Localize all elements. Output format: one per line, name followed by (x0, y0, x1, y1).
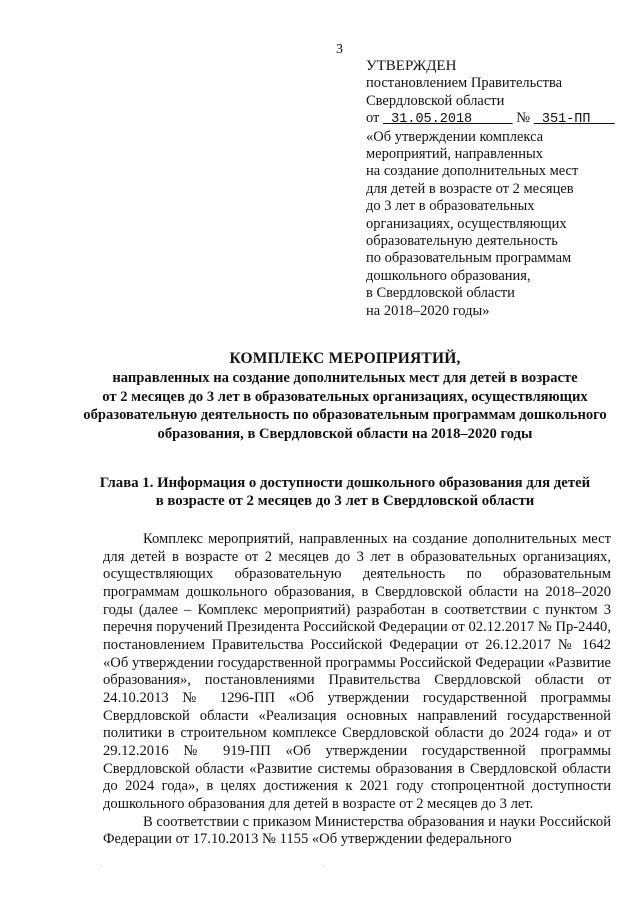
approval-title: УТВЕРЖДЕН (366, 58, 457, 74)
approval-line: Свердловской области (366, 92, 505, 109)
scan-speck: · (100, 862, 103, 871)
approval-line: «Об утверждении комплекса (366, 128, 544, 145)
approval-line: организациях, осуществляющих (366, 215, 567, 232)
date-prefix: от (366, 110, 380, 127)
chapter-heading-line: Глава 1. Информация о доступности дошкольного образования для детей (99, 475, 591, 491)
paragraph: В соответствии с приказом Министерства образования и науки Российской Федерации от 17.10.2013 № 1155 «Об утверждении федерального (103, 813, 611, 848)
document-title-line: от 2 месяцев до 3 лет в образовательных организациях, осуществляющих (102, 388, 588, 405)
approval-line: на 2018–2020 годы» (366, 302, 490, 319)
approval-line: постановлением Правительства (366, 75, 563, 92)
approval-line: на создание дополнительных мест (366, 163, 579, 180)
chapter-heading-line: в возрасте от 2 месяцев до 3 лет в Свердловской области (155, 493, 535, 510)
chapter-heading (70, 474, 620, 511)
approval-line: до 3 лет в образовательных (366, 198, 535, 215)
approval-date: 31.05.2018 (391, 112, 473, 128)
paragraph: Комплекс мероприятий, направленных на создание дополнительных мест для детей в возрасте от 2 месяцев до 3 лет в образовательных организациях, осуществляющих образовательную деятельность по образовательным программам дошкольного образования, в Свердловской области на 2018–2020 годы (далее – Комплекс мероприятий) разработан в соответствии с пунктом 3 перечня поручений Президента Российской Федерации от 02.12.2017 № Пр-2440, постановлением Правительства Российской Федерации от 26.12.2017 № 1642 «Об утверждении государственной программы Российской Федерации «Развитие образования», постановлениями Правительства Свердловской области от 24.10.2013 № 1296-ПП «Об утверждении государственной программы Свердловской области «Реализация основных направлений государственной политики в строительном комплексе Свердловской области до 2024 года» и от 29.12.2016 № 919-ПП «Об утверждении государственной программы Свердловской области «Развитие системы образования в Свердловской области до 2024 года», в целях достижения к 2021 году стопроцентной доступности дошкольного образования для детей в возрасте от 2 месяцев до 3 лет. (103, 531, 611, 812)
body-text (103, 531, 611, 849)
approval-line: в Свердловской области (366, 285, 515, 302)
document-title-line: образовательную деятельность по образовательным программам дошкольного (83, 407, 607, 424)
approval-line: образовательную деятельность (366, 233, 558, 250)
number-prefix: № (516, 110, 531, 127)
approval-block (366, 58, 616, 320)
approval-line: дошкольного образования, (366, 267, 531, 284)
approval-number: 351-ПП (541, 112, 591, 128)
approval-line: по образовательным программам (366, 250, 572, 267)
approval-date-line (366, 110, 616, 128)
document-title-line: направленных на создание дополнительных мест для детей в возрасте (112, 370, 578, 387)
document-title-line: образования, в Свердловской области на 2018–2020 годы (157, 425, 533, 442)
approval-line: мероприятий, направленных (366, 146, 543, 163)
approval-line: для детей в возрасте от 2 месяцев (366, 180, 574, 197)
document-title-main: КОМПЛЕКС МЕРОПРИЯТИЙ, (229, 350, 461, 367)
page-number: 3 (336, 42, 343, 57)
scan-speck: · (322, 862, 325, 871)
document-title (70, 350, 620, 443)
